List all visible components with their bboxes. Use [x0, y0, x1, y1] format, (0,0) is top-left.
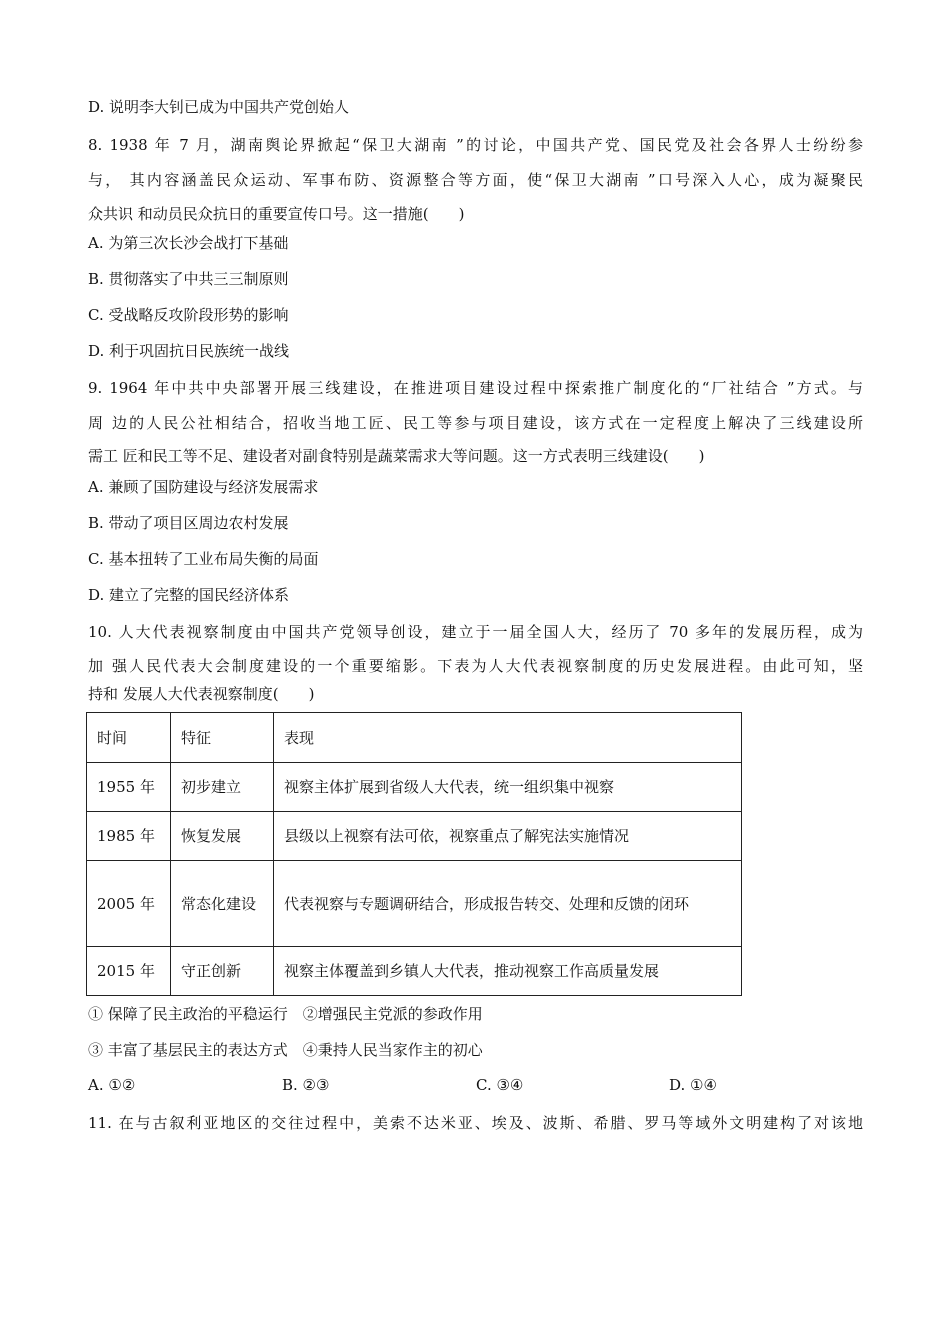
q7-option-d: D. 说明李大钊已成为中国共产党创始人 [88, 98, 350, 116]
q8-option-b: B. 贯彻落实了中共三三制原则 [88, 270, 289, 288]
table-cell: 初步建立 [171, 763, 274, 812]
q10-statements-1: ① 保障了民主政治的平稳运行 ②增强民主党派的参政作用 [88, 1005, 483, 1023]
q8-stem-line-1: 8. 1938 年 7 月，湖南舆论界掀起“保卫大湖南 ”的讨论，中国共产党、国民党及社会各界人士纷纷参 [88, 136, 863, 154]
table-row [87, 947, 742, 996]
q10-option-c: C. ③④ [476, 1076, 524, 1094]
q10-option-d: D. ①④ [669, 1076, 717, 1094]
q9-stem-line-1: 9. 1964 年中共中央部署开展三线建设，在推进项目建设过程中探索推广制度化的“厂社结合 ”方式。与 [88, 379, 863, 397]
table-row [87, 861, 742, 947]
table-row [87, 763, 742, 812]
q10-table [86, 712, 742, 996]
q8-stem-line-2: 与， 其内容涵盖民众运动、军事布防、资源整合等方面，使“保卫大湖南 ”口号深入人心，成为凝聚民 [88, 171, 863, 189]
table-header-cell: 表现 [274, 713, 742, 763]
table-cell: 2015 年 [87, 947, 171, 996]
q8-option-a: A. 为第三次长沙会战打下基础 [88, 234, 289, 252]
q10-option-b: B. ②③ [282, 1076, 330, 1094]
q10-options-row [0, 1076, 950, 1098]
table-cell: 1985 年 [87, 812, 171, 861]
q10-stem-line-2: 加 强人民代表大会制度建设的一个重要缩影。下表为人大代表视察制度的历史发展进程。由此可知，坚 [88, 657, 863, 675]
table-cell: 常态化建设 [171, 861, 274, 947]
q9-stem-line-2: 周 边的人民公社相结合，招收当地工匠、民工等参与项目建设，该方式在一定程度上解决了三线建设所 [88, 414, 863, 432]
table-cell: 县级以上视察有法可依，视察重点了解宪法实施情况 [274, 812, 742, 861]
q8-option-d: D. 利于巩固抗日民族统一战线 [88, 342, 290, 360]
q10-stem-line-3: 持和 发展人大代表视察制度( ) [88, 685, 315, 703]
table-cell: 恢复发展 [171, 812, 274, 861]
table-cell: 代表视察与专题调研结合，形成报告转交、处理和反馈的闭环 [274, 861, 742, 947]
q9-stem-line-3: 需工 匠和民工等不足、建设者对副食特别是蔬菜需求大等问题。这一方式表明三线建设( ) [88, 447, 705, 465]
table-header-cell: 时间 [87, 713, 171, 763]
table-header-row [87, 713, 742, 763]
q10-statements-2: ③ 丰富了基层民主的表达方式 ④秉持人民当家作主的初心 [88, 1041, 483, 1059]
q9-option-b: B. 带动了项目区周边农村发展 [88, 514, 289, 532]
q11-stem-line-1: 11. 在与古叙利亚地区的交往过程中，美索不达米亚、埃及、波斯、希腊、罗马等域外文明建构了对该地 [88, 1114, 863, 1132]
table-cell: 视察主体扩展到省级人大代表，统一组织集中视察 [274, 763, 742, 812]
q9-option-c: C. 基本扭转了工业布局失衡的局面 [88, 550, 319, 568]
table-row [87, 812, 742, 861]
q9-option-a: A. 兼顾了国防建设与经济发展需求 [88, 478, 319, 496]
table-cell: 2005 年 [87, 861, 171, 947]
q8-stem-line-3: 众共识 和动员民众抗日的重要宣传口号。这一措施( ) [88, 205, 465, 223]
q9-option-d: D. 建立了完整的国民经济体系 [88, 586, 290, 604]
table-cell: 守正创新 [171, 947, 274, 996]
q8-option-c: C. 受战略反攻阶段形势的影响 [88, 306, 289, 324]
table-header-cell: 特征 [171, 713, 274, 763]
q10-option-a: A. ①② [88, 1076, 136, 1094]
q10-stem-line-1: 10. 人大代表视察制度由中国共产党领导创设，建立于一届全国人大，经历了 70 多年的发展历程，成为 [88, 623, 863, 641]
table-cell: 1955 年 [87, 763, 171, 812]
table-cell: 视察主体覆盖到乡镇人大代表，推动视察工作高质量发展 [274, 947, 742, 996]
